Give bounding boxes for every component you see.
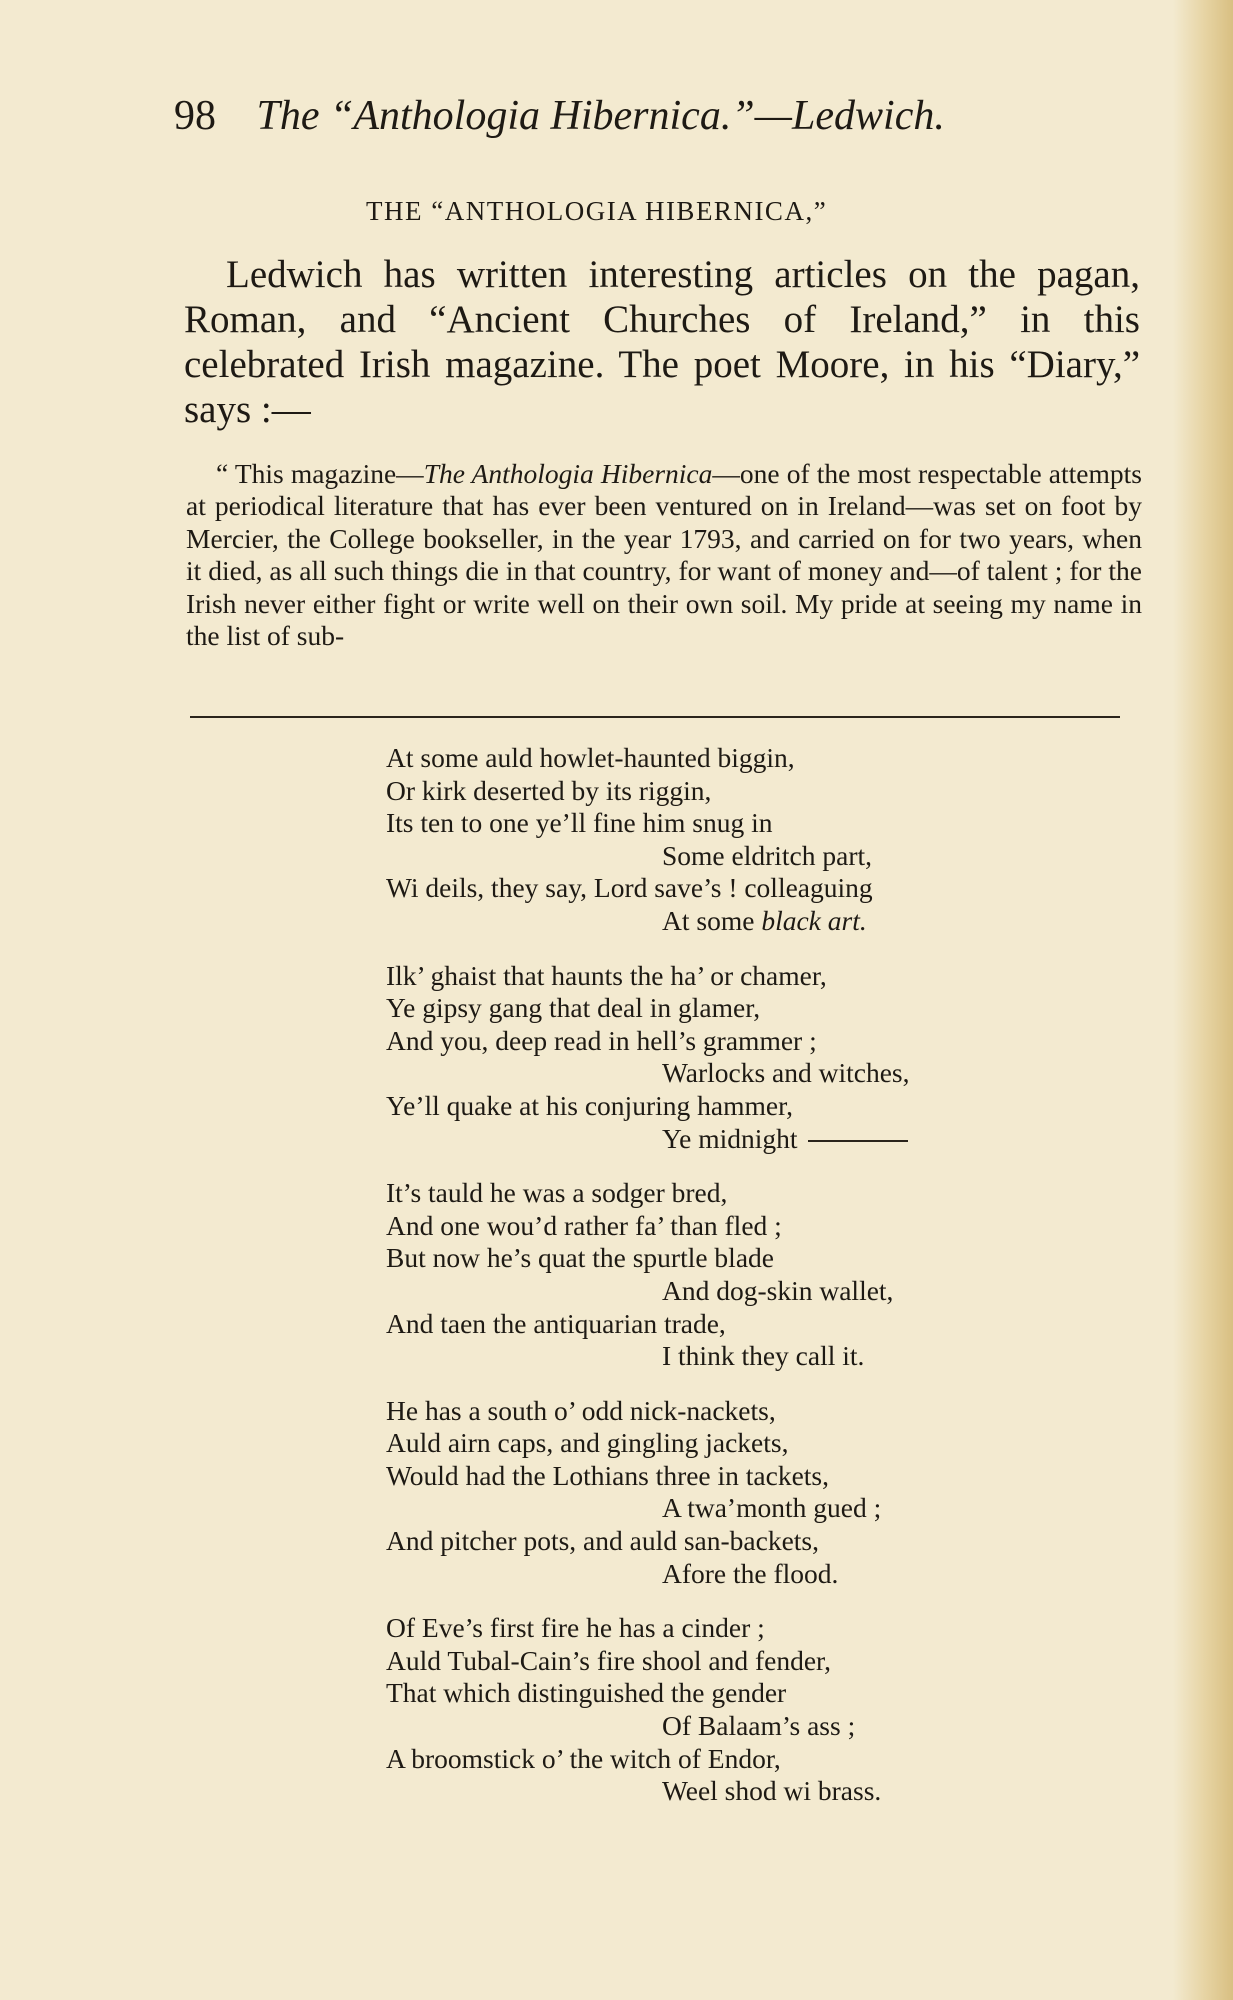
page-number: 98: [174, 93, 216, 139]
footnote-poem: [386, 742, 1146, 1830]
poem-line: [386, 960, 1146, 993]
poem-line: [386, 905, 1146, 938]
poem-line-text: Auld airn caps, and gingling jackets,: [386, 1427, 789, 1459]
poem-line: [386, 1677, 1146, 1710]
poem-line: [386, 1460, 1146, 1493]
poem-stanza: [386, 1177, 1146, 1373]
poem-line: [386, 742, 1146, 775]
poem-line-text: Auld Tubal-Cain’s fire shool and fender,: [386, 1644, 831, 1676]
poem-line: [386, 1525, 1146, 1558]
poem-line-text: Its ten to one ye’ll fine him snug in: [386, 807, 773, 839]
poem-line: [386, 1645, 1146, 1678]
poem-line: [386, 840, 1146, 873]
poem-line-text: Weel shod wi brass.: [662, 1775, 882, 1807]
poem-line: [386, 1743, 1146, 1776]
quote-body: —one of the most respectable attempts at periodical literature that has ever been ventured on in Ireland—was set on foot by Mercier, the College bookseller, in the year 1793, and carried on for two years, when it died, as all such things die in that country, for want of money and—of talent ; for the Irish never either fight or write well on their own soil. My pride at seeing my name in the list of sub-: [186, 458, 1142, 652]
intro-paragraph: Ledwich has written interesting articles on the pagan, Roman, and “Ancient Churches of Ireland,” in this celebrated Irish magazine. The poet Moore, in his “Diary,” says :—: [184, 253, 1140, 431]
section-heading: THE “ANTHOLOGIA HIBERNICA,”: [366, 196, 828, 226]
poem-line: [386, 775, 1146, 808]
poem-line: [386, 1275, 1146, 1308]
page-edge-shading: [1173, 0, 1233, 2000]
poem-line: [386, 992, 1146, 1025]
poem-line-text: Warlocks and witches,: [662, 1057, 910, 1089]
poem-line-text: And dog-skin wallet,: [662, 1274, 894, 1306]
poem-line: [386, 1340, 1146, 1373]
poem-line-text: It’s tauld he was a sodger bred,: [386, 1177, 728, 1209]
poem-line: [386, 1612, 1146, 1645]
poem-line-text: He has a south o’ odd nick-nackets,: [386, 1394, 776, 1426]
footnote-rule: [190, 716, 1120, 718]
poem-line: [386, 1775, 1146, 1808]
poem-line: [386, 1123, 1146, 1156]
poem-line-text: Would had the Lothians three in tackets,: [386, 1459, 830, 1491]
poem-line-text: I think they call it.: [662, 1340, 865, 1372]
poem-line: [386, 1395, 1146, 1428]
poem-line-text: A broomstick o’ the witch of Endor,: [386, 1742, 781, 1774]
poem-dash-rule: [808, 1140, 908, 1142]
poem-line-text: Of Balaam’s ass ;: [662, 1710, 856, 1742]
poem-stanza: [386, 742, 1146, 938]
poem-stanza: [386, 1395, 1146, 1591]
poem-line: [386, 1090, 1146, 1123]
poem-stanza: [386, 960, 1146, 1156]
poem-line-text: Ye’ll quake at his conjuring hammer,: [386, 1089, 793, 1121]
poem-line: [386, 1177, 1146, 1210]
poem-line: [386, 1025, 1146, 1058]
poem-stanza: [386, 1612, 1146, 1808]
poem-line: [386, 1558, 1146, 1591]
poem-line-text: And pitcher pots, and auld san-backets,: [386, 1525, 820, 1557]
poem-line-text: And taen the antiquarian trade,: [386, 1307, 726, 1339]
poem-line: [386, 1057, 1146, 1090]
poem-line-text: And you, deep read in hell’s grammer ;: [386, 1024, 817, 1056]
poem-line: [386, 1210, 1146, 1243]
poem-line-text: Some eldritch part,: [662, 839, 873, 871]
running-head: [174, 92, 1054, 140]
quote-lead: “ This magazine—: [216, 458, 424, 489]
poem-line: [386, 872, 1146, 905]
quote-magazine-title: The Anthologia Hibernica: [423, 458, 713, 489]
poem-line-text: A twa’month gued ;: [662, 1492, 882, 1524]
running-title: The “Anthologia Hibernica.”—Ledwich.: [256, 93, 945, 139]
poem-line: [386, 1427, 1146, 1460]
poem-line-text: Ye midnight: [662, 1122, 798, 1154]
poem-line: [386, 1308, 1146, 1341]
poem-line-text: Ilk’ ghaist that haunts the ha’ or chamer,: [386, 959, 827, 991]
poem-line-text: Afore the flood.: [662, 1557, 839, 1589]
poem-line-text: That which distinguished the gender: [386, 1677, 787, 1709]
poem-line-text: Of Eve’s first fire he has a cinder ;: [386, 1612, 765, 1644]
poem-line: [386, 807, 1146, 840]
poem-line-text: At some auld howlet-haunted biggin,: [386, 742, 795, 773]
poem-line-italic: black art.: [761, 904, 867, 936]
poem-line-text: At some: [662, 904, 762, 936]
poem-line-text: And one wou’d rather fa’ than fled ;: [386, 1209, 782, 1241]
diary-quote: [186, 458, 1142, 652]
poem-line: [386, 1492, 1146, 1525]
poem-line-text: But now he’s quat the spurtle blade: [386, 1242, 774, 1274]
poem-line-text: Wi deils, they say, Lord save’s ! colleaguing: [386, 872, 873, 904]
poem-line: [386, 1242, 1146, 1275]
poem-line-text: Or kirk deserted by its riggin,: [386, 774, 712, 806]
poem-line: [386, 1710, 1146, 1743]
poem-line-text: Ye gipsy gang that deal in glamer,: [386, 992, 761, 1024]
